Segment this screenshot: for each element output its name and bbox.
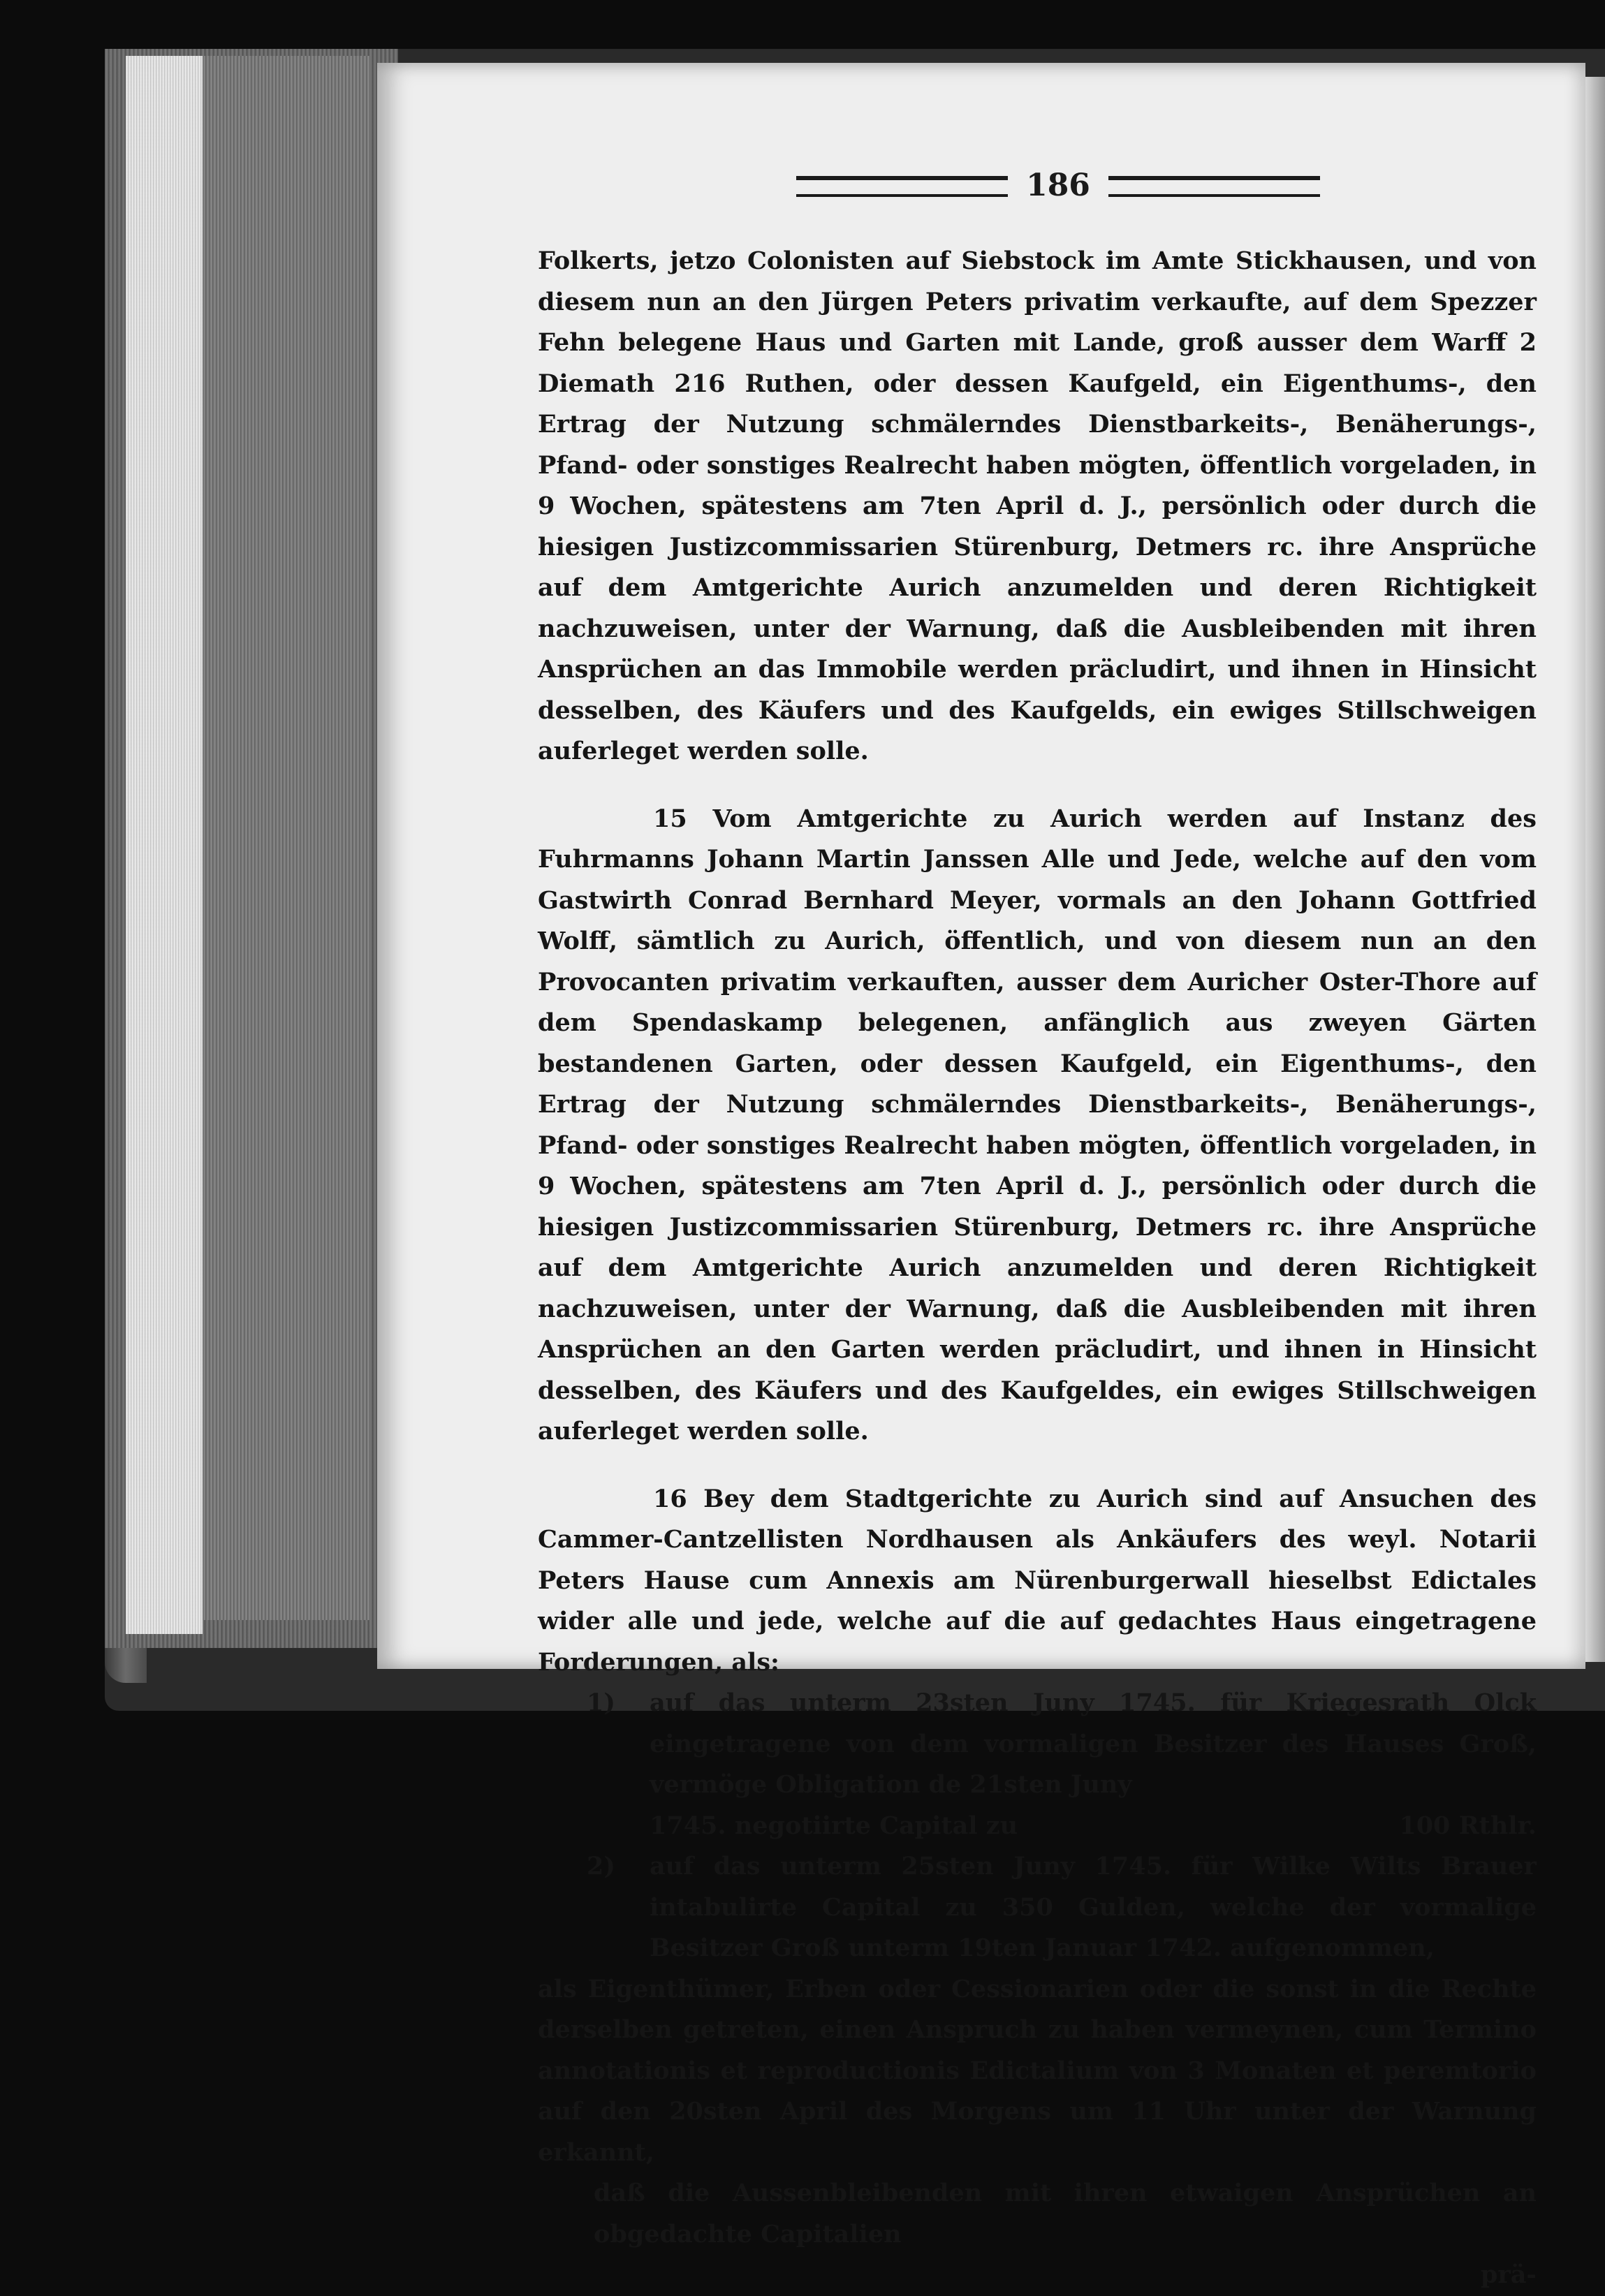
list-item-2: [538, 1846, 1537, 1969]
list-item-text: auf das unterm 25sten Juny 1745. für Wilke Wilts Brauer intabulirte Capital zu 350 Gulden, welche der vormalige Besitzer Groß unterm 19ten Januar 1742. aufgenommen,: [650, 1852, 1537, 1962]
list-item-1: [538, 1683, 1537, 1846]
page-header: [796, 161, 1320, 209]
amount-line: [650, 1806, 1537, 1847]
amount-label: 1745. negotiirte Capital zu: [650, 1811, 1018, 1840]
paragraph-continued: Folkerts, jetzo Colonisten auf Siebstock im Amte Stickhausen, und von diesem nun an den Jürgen Peters privatim verkaufte, auf dem Spezzer Fehn belegene Haus und Garten mit Lande, groß ausser dem Warff 2 Diemath 216 Ruthen, oder dessen Kaufgeld, ein Eigenthums-, den Ertrag der Nutzung schmälerndes Dienstbarkeits-, Benäherungs-, Pfand- oder sonstiges Realrecht haben mögten, öffentlich vorgeladen, in 9 Wochen, spätestens am 7ten April d. J., persönlich oder durch die hiesigen Justizcommissarien Stürenburg, Detmers rc. ihre Ansprüche auf dem Amtgerichte Aurich anzumelden und deren Richtigkeit nachzuweisen, unter der Warnung, daß die Ausbleibenden mit ihren Ansprüchen an das Immobile werden präcludirt, und ihnen in Hinsicht desselben, des Käufers und des Kaufgelds, ein ewiges Stillschweigen auferleget werden solle.: [538, 246, 1537, 765]
paragraph-16-continued: als Eigenthümer, Erben oder Cessionarien oder die sonst in die Rechte derselben getreten, einen Anspruch zu haben vermeynen, cum Termino annotationis et reproductionis Edictalium von 3 Monaten et peremtorio auf den 20sten April des Morgens um 11 Uhr unter der Warnung erkannt,: [538, 1974, 1537, 2167]
list-item-text: auf das unterm 23sten Juny 1745. für Kriegesrath Olck eingetragene von dem vormaligen Besitzer des Hauses Groß, vermöge Obligation de 21sten Juny: [650, 1688, 1537, 1799]
facing-page-edge: [1585, 77, 1605, 1662]
list-number: 1): [587, 1688, 615, 1717]
page-stack-light: [126, 56, 203, 1634]
list-number: 2): [587, 1852, 615, 1881]
paragraph-16: 16 Bey dem Stadtgerichte zu Aurich sind auf Ansuchen des Cammer-Cantzellisten Nordhausen als Ankäufers des weyl. Notarii Peters Hause cum Annexis am Nürenburgerwall hieselbst Edictales wider alle und jede, welche auf die auf gedachtes Haus eingetragene Forderungen, als:: [538, 1484, 1537, 1677]
page-number: 186: [1026, 167, 1090, 203]
amount-value: 100 Rthlr.: [1399, 1811, 1537, 1840]
catchword: prä-: [1480, 2260, 1537, 2289]
page-stack-shadow: [203, 56, 370, 1620]
paragraph-15: 15 Vom Amtgerichte zu Aurich werden auf Instanz des Fuhrmanns Johann Martin Janssen Alle und Jede, welche auf den vom Gastwirth Conrad Bernhard Meyer, vormals an den Johann Gottfried Wolff, sämtlich zu Aurich, öffentlich, und von diesem nun an den Provocanten privatim verkauften, ausser dem Auricher Oster-Thore auf dem Spendaskamp belegenen, anfänglich aus zweyen Gärten bestandenen Garten, oder dessen Kaufgeld, ein Eigenthums-, den Ertrag der Nutzung schmälerndes Dienstbarkeits-, Benäherungs-, Pfand- oder sonstiges Realrecht haben mögten, öffentlich vorgeladen, in 9 Wochen, spätestens am 7ten April d. J., persönlich oder durch die hiesigen Justizcommissarien Stürenburg, Detmers rc. ihre Ansprüche auf dem Amtgerichte Aurich anzumelden und deren Richtigkeit nachzuweisen, unter der Warnung, daß die Ausbleibenden mit ihren Ansprüchen an den Garten werden präcludirt, und ihnen in Hinsicht desselben, des Käufers und des Kaufgeldes, ein ewiges Stillschweigen auferleget werden solle.: [538, 804, 1537, 1445]
page-body: [538, 241, 1537, 2296]
header-rule-left: [796, 176, 1008, 197]
paragraph-16-warning: daß die Aussenbleibenden mit ihren etwaigen Ansprüchen an obgedachte Capitalien: [594, 2179, 1537, 2249]
header-rule-right: [1108, 176, 1320, 197]
